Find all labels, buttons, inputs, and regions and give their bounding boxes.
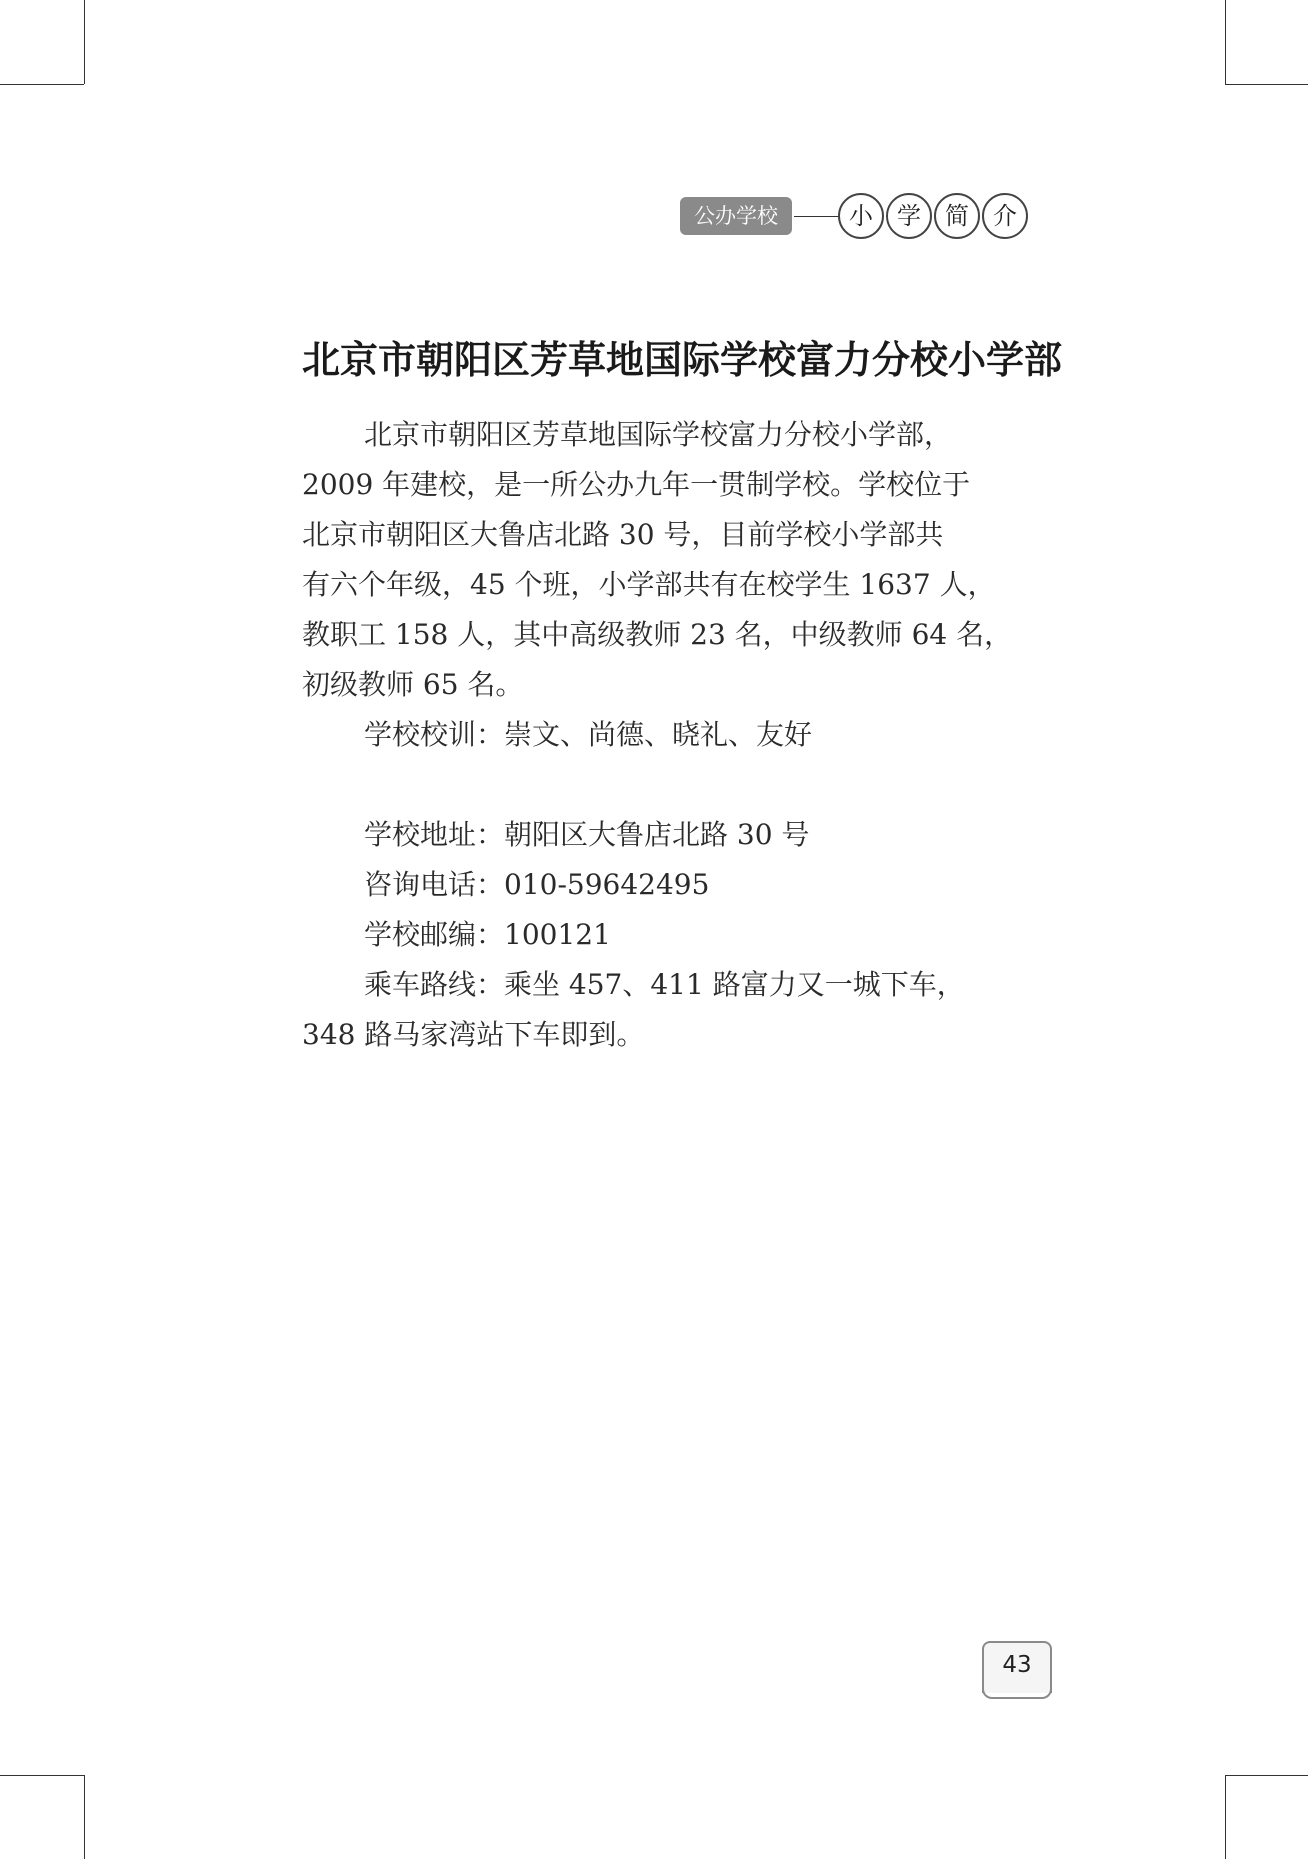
school-postcode: 学校邮编：100121 xyxy=(364,918,611,951)
circled-char: 学 xyxy=(886,193,932,239)
paragraph-line: 教职工 158 人，其中高级教师 23 名，中级教师 64 名， xyxy=(302,618,1013,651)
paragraph-line: 北京市朝阳区芳草地国际学校富力分校小学部， xyxy=(364,418,953,451)
crop-mark xyxy=(0,1775,84,1776)
school-motto: 学校校训：崇文、尚德、晓礼、友好 xyxy=(364,718,813,751)
circled-char: 介 xyxy=(982,193,1028,239)
crop-mark xyxy=(1225,1775,1308,1776)
paragraph-line: 2009 年建校，是一所公办九年一贯制学校。学校位于 xyxy=(302,468,971,501)
crop-mark xyxy=(84,0,85,84)
bus-route: 乘车路线：乘坐 457、411 路富力又一城下车， xyxy=(364,968,965,1001)
paragraph-line: 有六个年级，45 个班，小学部共有在校学生 1637 人， xyxy=(302,568,996,601)
paragraph-line: 北京市朝阳区大鲁店北路 30 号，目前学校小学部共 xyxy=(302,518,944,551)
page-title: 北京市朝阳区芳草地国际学校富力分校小学部 xyxy=(302,338,1063,382)
running-header xyxy=(680,192,1040,240)
school-phone: 咨询电话：010-59642495 xyxy=(364,868,710,901)
article-body xyxy=(302,410,1048,1060)
section-tag: 公办学校 xyxy=(680,197,792,235)
crop-mark xyxy=(1225,0,1226,84)
crop-mark xyxy=(1225,1775,1226,1859)
paragraph-line: 初级教师 65 名。 xyxy=(302,668,524,701)
page-number: 43 xyxy=(982,1641,1052,1693)
school-address: 学校地址：朝阳区大鲁店北路 30 号 xyxy=(364,818,810,851)
spacer xyxy=(302,760,1048,810)
crop-mark xyxy=(0,84,84,85)
divider xyxy=(794,216,840,217)
crop-mark xyxy=(84,1775,85,1859)
bus-route-continued: 348 路马家湾站下车即到。 xyxy=(302,1018,645,1051)
crop-mark xyxy=(1225,84,1308,85)
circled-char: 小 xyxy=(838,193,884,239)
circled-char: 简 xyxy=(934,193,980,239)
